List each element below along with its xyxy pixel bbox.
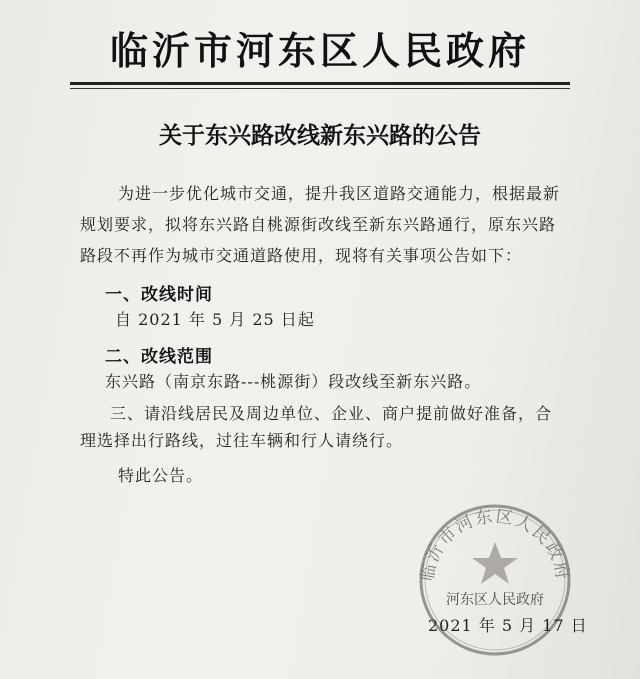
intro-line-1: 为进一步优化城市交通，提升我区道路交通能力，根据最新 xyxy=(118,184,561,203)
org-title: 临沂市河东区人民政府 xyxy=(109,28,530,73)
section2-body: 东兴路（南京东路---桃源街）段改线至新东兴路。 xyxy=(105,372,482,391)
header-thin-rule xyxy=(70,88,570,89)
official-seal-icon xyxy=(415,500,575,660)
section1-body: 自 2021 年 5 月 25 日起 xyxy=(115,310,315,329)
seal-star-icon xyxy=(472,542,518,584)
section2-heading: 二、改线范围 xyxy=(105,347,213,367)
header-thick-rule xyxy=(70,82,570,85)
intro-line-3: 路段不再作为城市交通道路使用，现将有关事项公告如下： xyxy=(80,246,523,265)
intro-line-2: 规划要求，拟将东兴路自桃源街改线至新东兴路通行，原东兴路 xyxy=(80,215,557,234)
section3-line-1: 三、请沿线居民及周边单位、企业、商户提前做好准备，合 xyxy=(110,404,553,423)
seal-center-text: 河东区人民政府 xyxy=(446,592,544,608)
section1-heading: 一、改线时间 xyxy=(105,285,213,305)
notice-title: 关于东兴路改线新东兴路的公告 xyxy=(159,123,481,149)
closing-text: 特此公告。 xyxy=(118,466,204,485)
seal-ring-text: 临沂市河东区人民政府 xyxy=(417,506,573,583)
section3-line-2: 理选择出行路线，过往车辆和行人请绕行。 xyxy=(80,431,404,450)
signature-date: 2021 年 5 月 17 日 xyxy=(428,616,588,635)
